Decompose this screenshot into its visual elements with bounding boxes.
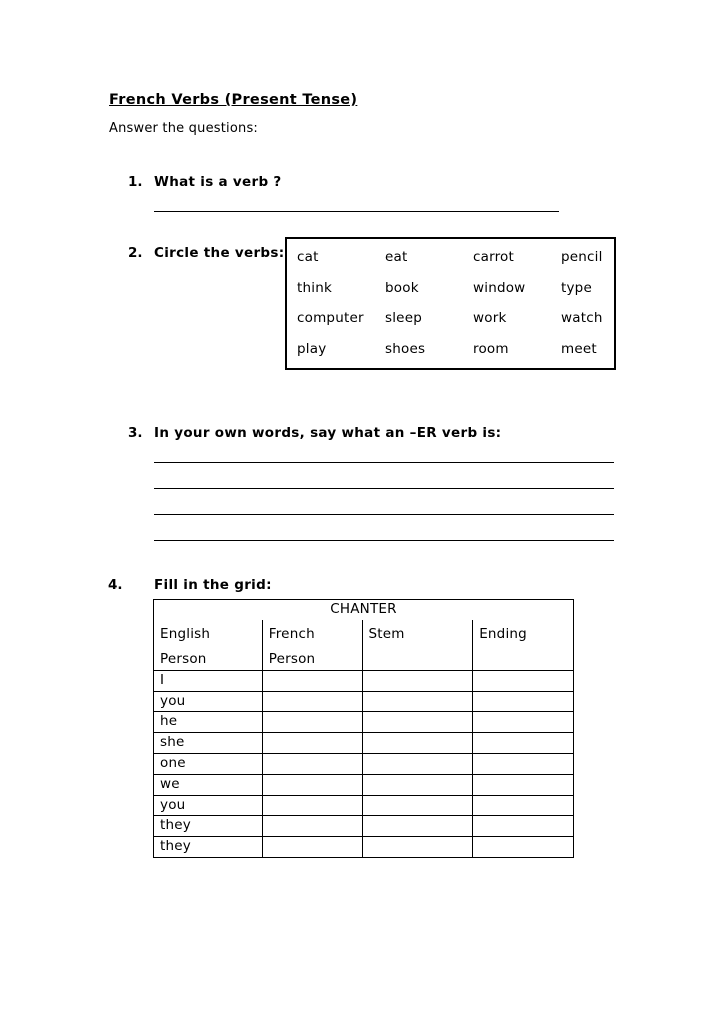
stem-cell[interactable] (362, 816, 473, 837)
french-cell[interactable] (262, 712, 362, 733)
stem-cell[interactable] (362, 774, 473, 795)
ending-cell[interactable] (473, 691, 574, 712)
person-cell: they (154, 837, 263, 858)
stem-cell[interactable] (362, 837, 473, 858)
column-header-english: English (154, 620, 263, 648)
question-4-number: 4. (108, 577, 123, 593)
verb-word[interactable]: think (297, 280, 332, 296)
column-header-ending: Ending (473, 620, 574, 648)
person-cell: she (154, 733, 263, 754)
person-cell: one (154, 753, 263, 774)
verb-word[interactable]: eat (385, 249, 408, 265)
instructions: Answer the questions: (109, 121, 258, 136)
verb-word[interactable]: sleep (385, 310, 422, 326)
conjugation-grid (153, 599, 574, 858)
question-1-text: What is a verb ? (154, 174, 282, 190)
table-row (154, 816, 574, 837)
french-cell[interactable] (262, 795, 362, 816)
verb-word[interactable]: watch (561, 310, 603, 326)
table-row (154, 691, 574, 712)
stem-cell[interactable] (362, 733, 473, 754)
french-cell[interactable] (262, 816, 362, 837)
verb-word[interactable]: meet (561, 341, 597, 357)
answer-line-q3[interactable] (154, 462, 614, 463)
ending-cell[interactable] (473, 753, 574, 774)
ending-cell[interactable] (473, 712, 574, 733)
grid-verb-header: CHANTER (154, 600, 574, 620)
stem-cell[interactable] (362, 670, 473, 691)
person-cell: you (154, 795, 263, 816)
verb-word[interactable]: room (473, 341, 509, 357)
ending-cell[interactable] (473, 670, 574, 691)
french-cell[interactable] (262, 733, 362, 754)
question-3-number: 3. (128, 425, 143, 441)
verb-word[interactable]: cat (297, 249, 319, 265)
verb-word[interactable]: window (473, 280, 526, 296)
question-1-number: 1. (128, 174, 143, 190)
verb-word[interactable]: type (561, 280, 592, 296)
verb-word[interactable]: shoes (385, 341, 426, 357)
column-header-french: French (262, 620, 362, 648)
answer-line-q3[interactable] (154, 488, 614, 489)
table-row (154, 753, 574, 774)
french-cell[interactable] (262, 691, 362, 712)
stem-cell[interactable] (362, 691, 473, 712)
table-row (154, 670, 574, 691)
answer-line-q3[interactable] (154, 540, 614, 541)
person-cell: we (154, 774, 263, 795)
ending-cell[interactable] (473, 774, 574, 795)
question-2-text: Circle the verbs: (154, 245, 285, 261)
column-header-french-line2: Person (262, 648, 362, 671)
table-row (154, 733, 574, 754)
verb-word[interactable]: book (385, 280, 419, 296)
page-title: French Verbs (Present Tense) (109, 92, 358, 108)
ending-cell[interactable] (473, 795, 574, 816)
answer-line-q1[interactable] (154, 211, 559, 212)
stem-cell[interactable] (362, 753, 473, 774)
question-4-text: Fill in the grid: (154, 577, 272, 593)
french-cell[interactable] (262, 837, 362, 858)
french-cell[interactable] (262, 774, 362, 795)
question-3-text: In your own words, say what an –ER verb is: (154, 425, 502, 441)
table-row (154, 795, 574, 816)
column-header-english-line2: Person (154, 648, 263, 671)
french-cell[interactable] (262, 670, 362, 691)
french-cell[interactable] (262, 753, 362, 774)
table-row (154, 774, 574, 795)
verb-word[interactable]: computer (297, 310, 364, 326)
question-2-number: 2. (128, 245, 143, 261)
person-cell: they (154, 816, 263, 837)
person-cell: he (154, 712, 263, 733)
column-header-stem: Stem (362, 620, 473, 648)
column-header-ending-line2 (473, 648, 574, 671)
person-cell: I (154, 670, 263, 691)
verb-word[interactable]: work (473, 310, 507, 326)
person-cell: you (154, 691, 263, 712)
column-header-stem-line2 (362, 648, 473, 671)
verb-word[interactable]: play (297, 341, 327, 357)
stem-cell[interactable] (362, 712, 473, 733)
ending-cell[interactable] (473, 837, 574, 858)
table-row (154, 712, 574, 733)
table-row (154, 837, 574, 858)
answer-line-q3[interactable] (154, 514, 614, 515)
ending-cell[interactable] (473, 816, 574, 837)
verb-word[interactable]: carrot (473, 249, 515, 265)
stem-cell[interactable] (362, 795, 473, 816)
verb-word[interactable]: pencil (561, 249, 603, 265)
ending-cell[interactable] (473, 733, 574, 754)
